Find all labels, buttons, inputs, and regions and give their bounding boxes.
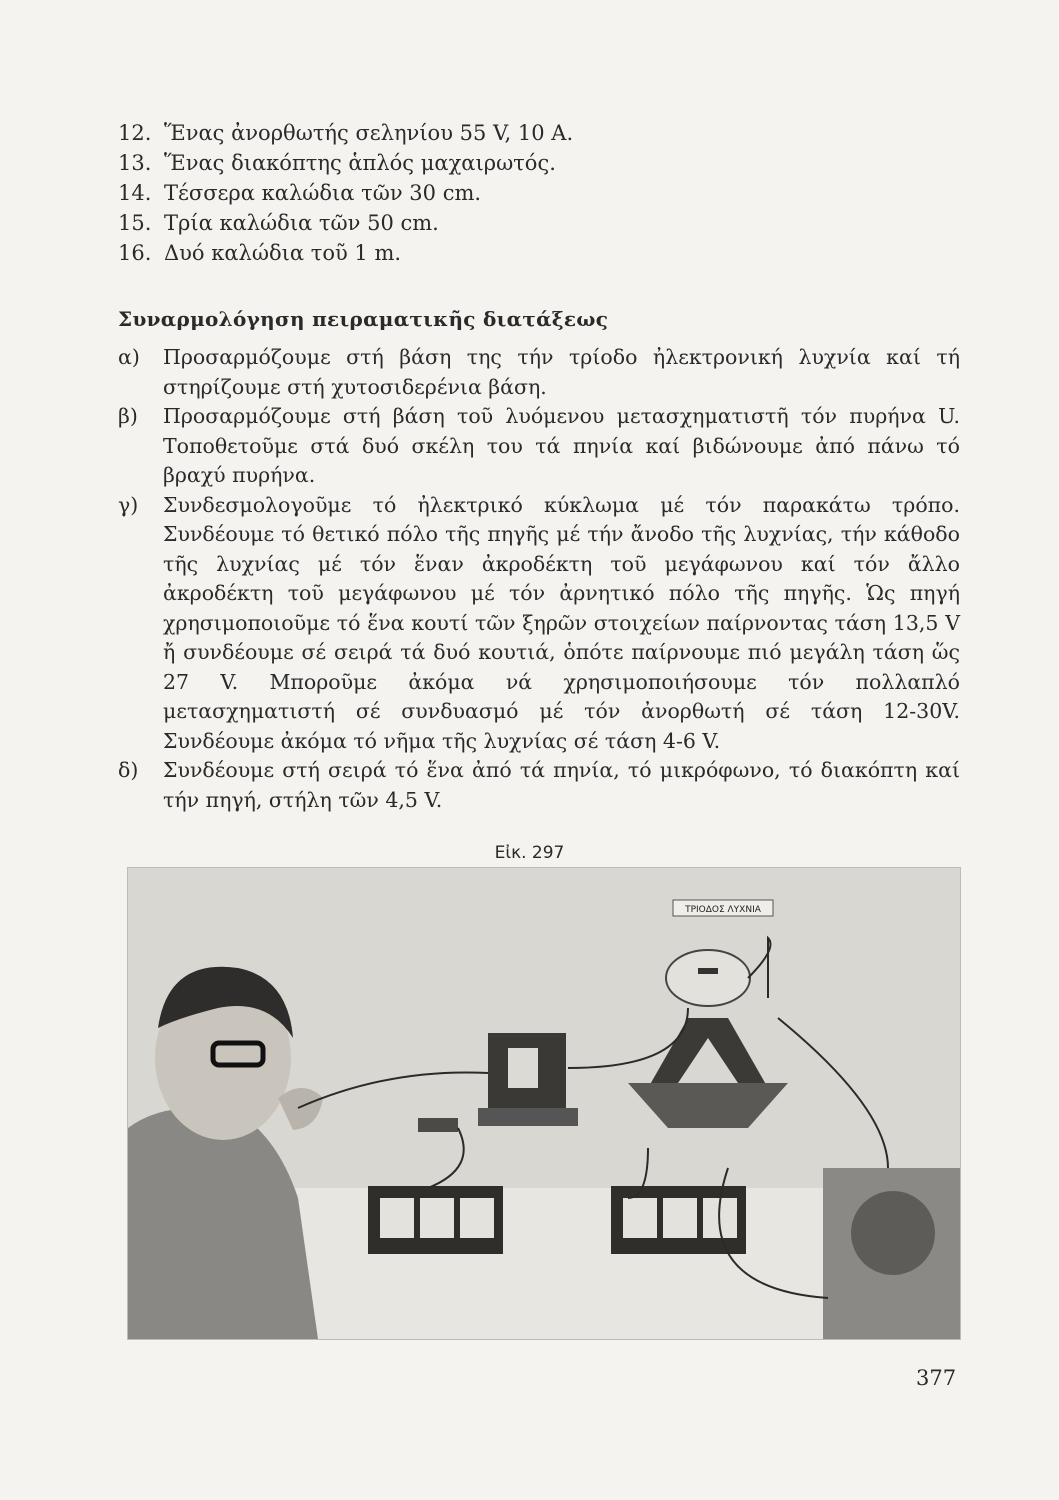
list-item: 12. Ἕνας ἀνορθωτής σεληνίου 55 V, 10 A. [118, 121, 574, 145]
step-c: γ) Συνδεσμολογοῦμε τό ἠλεκτρικό κύκλωμα μέ τόν παρακάτω τρόπο. Συνδέουμε τό θετικό πόλο τῆς πηγῆς μέ τήν ἄνοδο τῆς λυχνίας, τήν κάθοδο τῆς λυχνίας μέ τόν ἕναν ἀκροδέκτη τοῦ μεγάφωνου καί τόν ἄλλο ἀκροδέκτη τοῦ μεγάφωνου μέ τόν ἀρνητικό πόλο τῆς πηγῆς. Ὡς πηγή χρησιμοποιοῦμε τό ἕνα κουτί τῶν ξηρῶν στοιχείων παίρνοντας τάση 13,5 V ἤ συνδέουμε σέ σειρά τά δυό κουτιά, ὁπότε παίρνουμε πιό μεγάλη τάση ὥς 27 V. Μποροῦμε ἀκόμα νά χρησιμοποιήσουμε τόν πολλαπλό μετασχηματιστή σέ συνδυασμό μέ τόν ἀνορθωτή σέ τάση 12-30V. Συνδέουμε ἀκόμα τό νῆμα τῆς λυχνίας σέ τάση 4-6 V. [118, 492, 960, 753]
step-a: α) Προσαρμόζουμε στή βάση της τήν τρίοδο ἠλεκτρονική λυχνία καί τή στηρίζουμε στή χυτοσιδερένια βάση. [118, 345, 960, 399]
list-item: 15. Τρία καλώδια τῶν 50 cm. [118, 211, 439, 235]
assembly-steps [118, 343, 960, 815]
list-item: 16. Δυό καλώδια τοῦ 1 m. [118, 241, 402, 265]
battery-box-left [368, 1186, 503, 1254]
equipment-list [118, 118, 573, 268]
switch [418, 1118, 458, 1132]
experiment-photo [127, 867, 961, 1340]
page-number: 377 [916, 1366, 957, 1390]
loudspeaker [823, 1168, 960, 1339]
figure-caption: Εἰκ. 297 [494, 843, 565, 863]
transformer [478, 1033, 578, 1126]
list-item: 13. Ἕνας διακόπτης ἁπλός μαχαιρωτός. [118, 151, 556, 175]
tube-label: ΤΡΙΟΔΟΣ ΛΥΧΝΙΑ [685, 905, 761, 915]
photo-illustration [128, 868, 960, 1339]
list-item: 14. Τέσσερα καλώδια τῶν 30 cm. [118, 181, 482, 205]
battery-box-right [611, 1186, 746, 1254]
step-d: δ) Συνδέουμε στή σειρά τό ἕνα ἀπό τά πηνία, τό μικρόφωνο, τό διακόπτη καί τήν πηγή, στήλη τῶν 4,5 V. [118, 758, 960, 812]
step-b: β) Προσαρμόζουμε στή βάση τοῦ λυόμενου μετασχηματιστῆ τόν πυρήνα U. Τοποθετοῦμε στά δυό σκέλη του τά πηνία καί βιδώνουμε ἀπό πάνω τό βραχύ πυρήνα. [118, 404, 960, 487]
section-heading: Συναρμολόγηση πειραματικῆς διατάξεως [118, 307, 609, 331]
